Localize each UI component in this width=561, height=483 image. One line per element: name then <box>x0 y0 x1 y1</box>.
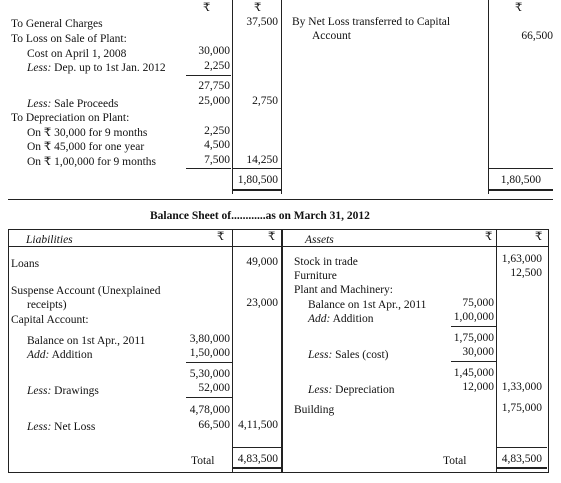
capital-balance-amount: 3,80,000 <box>189 333 230 345</box>
column-rule <box>281 0 282 194</box>
suspense-label-2: receipts) <box>27 299 67 311</box>
drawings-amount: 52,000 <box>198 382 230 394</box>
plant-total-amount: 1,33,000 <box>501 381 542 393</box>
suspense-label-1: Suspense Account (Unexplained <box>11 285 161 297</box>
capital-label: Capital Account: <box>11 314 89 326</box>
total-rule <box>232 467 281 469</box>
plant-depreciation-amount: 12,000 <box>462 381 494 393</box>
depreciation-amount: 14,250 <box>246 154 278 166</box>
loans-amount: 49,000 <box>246 256 278 268</box>
capital-balance-label: Balance on 1st Apr., 2011 <box>27 335 146 347</box>
capital-addition-amount: 1,50,000 <box>189 347 230 359</box>
general-charges-label: To General Charges <box>11 18 103 30</box>
subtotal-rule <box>186 75 231 76</box>
total-rule <box>496 467 547 469</box>
net-loss-label: Less: Net Loss <box>27 421 96 433</box>
plant-addition-label: Add: Addition <box>308 313 374 325</box>
rupee-header: ₹ <box>217 231 225 243</box>
dep-line-3-label: On ₹ 1,00,000 for 9 months <box>27 156 157 168</box>
furniture-amount: 12,500 <box>510 267 542 279</box>
dep-line-2-amount: 4,500 <box>204 139 230 151</box>
plant-subtotal-2: 1,45,000 <box>453 367 494 379</box>
stock-label: Stock in trade <box>294 256 358 268</box>
total-rule <box>232 168 281 169</box>
general-charges-amount: 37,500 <box>246 16 278 28</box>
cost-amount: 30,000 <box>198 45 230 57</box>
subtotal-rule <box>186 168 231 169</box>
plant-label: Plant and Machinery: <box>294 284 394 296</box>
loss-on-sale-amount: 2,750 <box>252 95 278 107</box>
subtotal-rule <box>451 326 496 327</box>
dep-line-3-amount: 7,500 <box>204 154 230 166</box>
total-rule <box>496 447 547 448</box>
loans-label: Loans <box>11 258 40 270</box>
dep-line-1-label: On ₹ 30,000 for 9 months <box>27 127 148 139</box>
dep-upto-amount: 2,250 <box>204 60 230 72</box>
stock-amount: 1,63,000 <box>501 253 542 265</box>
total-rule <box>488 168 553 169</box>
rupee-header: ₹ <box>485 231 493 243</box>
liabilities-total-label: Total <box>191 455 215 467</box>
subtotal-rule <box>451 361 496 362</box>
net-loss-label-2: Account <box>312 30 351 42</box>
plant-addition-amount: 1,00,000 <box>453 311 494 323</box>
total-rule <box>232 447 281 448</box>
cost-label: Cost on April 1, 2008 <box>27 48 127 60</box>
loss-on-sale-label: To Loss on Sale of Plant: <box>11 33 127 45</box>
rupee-header: ₹ <box>515 2 523 14</box>
liabilities-header: Liabilities <box>26 234 73 246</box>
sales-cost-amount: 30,000 <box>462 346 494 358</box>
capital-addition-label: Add: Addition <box>27 349 93 361</box>
total-rule <box>488 189 553 191</box>
sales-cost-label: Less: Sales (cost) <box>308 349 389 361</box>
rupee-header: ₹ <box>203 2 211 14</box>
liabilities-total: 4,83,500 <box>237 453 278 465</box>
capital-subtotal-2: 4,78,000 <box>189 404 230 416</box>
net-loss-amount: 66,500 <box>521 30 553 42</box>
rupee-header: ₹ <box>535 231 543 243</box>
furniture-label: Furniture <box>294 270 337 282</box>
dep-line-1-amount: 2,250 <box>204 125 230 137</box>
header-rule <box>8 246 548 247</box>
rupee-header: ₹ <box>254 2 262 14</box>
drawings-label: Less: Drawings <box>27 385 99 397</box>
total-rule <box>232 189 281 191</box>
plant-balance-label: Balance on 1st Apr., 2011 <box>308 299 427 311</box>
assets-total-label: Total <box>443 455 467 467</box>
credit-total: 1,80,500 <box>500 174 541 186</box>
dep-upto-label: Less: Dep. up to 1st Jan. 2012 <box>27 62 166 74</box>
building-amount: 1,75,000 <box>501 402 542 414</box>
sale-proceeds-label: Less: Sale Proceeds <box>27 98 119 110</box>
capital-subtotal-1: 5,30,000 <box>189 368 230 380</box>
account-bottom-rule <box>8 199 553 200</box>
dep-line-2-label: On ₹ 45,000 for one year <box>27 141 145 153</box>
depreciation-label: To Depreciation on Plant: <box>11 112 130 124</box>
plant-depreciation-label: Less: Depreciation <box>308 384 395 396</box>
debit-total: 1,80,500 <box>237 174 278 186</box>
suspense-amount: 23,000 <box>246 297 278 309</box>
assets-total: 4,83,500 <box>501 453 542 465</box>
net-loss-label-1: By Net Loss transferred to Capital <box>292 16 451 28</box>
plant-balance-amount: 75,000 <box>462 297 494 309</box>
capital-total-amount: 4,11,500 <box>238 419 278 431</box>
rupee-header: ₹ <box>268 231 276 243</box>
center-divider <box>281 229 283 472</box>
sale-proceeds-amount: 25,000 <box>198 95 230 107</box>
subtotal-rule <box>186 397 232 398</box>
subtotal-rule <box>186 362 232 363</box>
net-loss-amount: 66,500 <box>198 419 230 431</box>
plant-subtotal-1: 1,75,000 <box>453 332 494 344</box>
balance-sheet-title: Balance Sheet of............as on March 31, 2012 <box>150 210 370 222</box>
assets-header: Assets <box>305 234 334 246</box>
building-label: Building <box>294 404 335 416</box>
plant-net-amount: 27,750 <box>198 80 230 92</box>
